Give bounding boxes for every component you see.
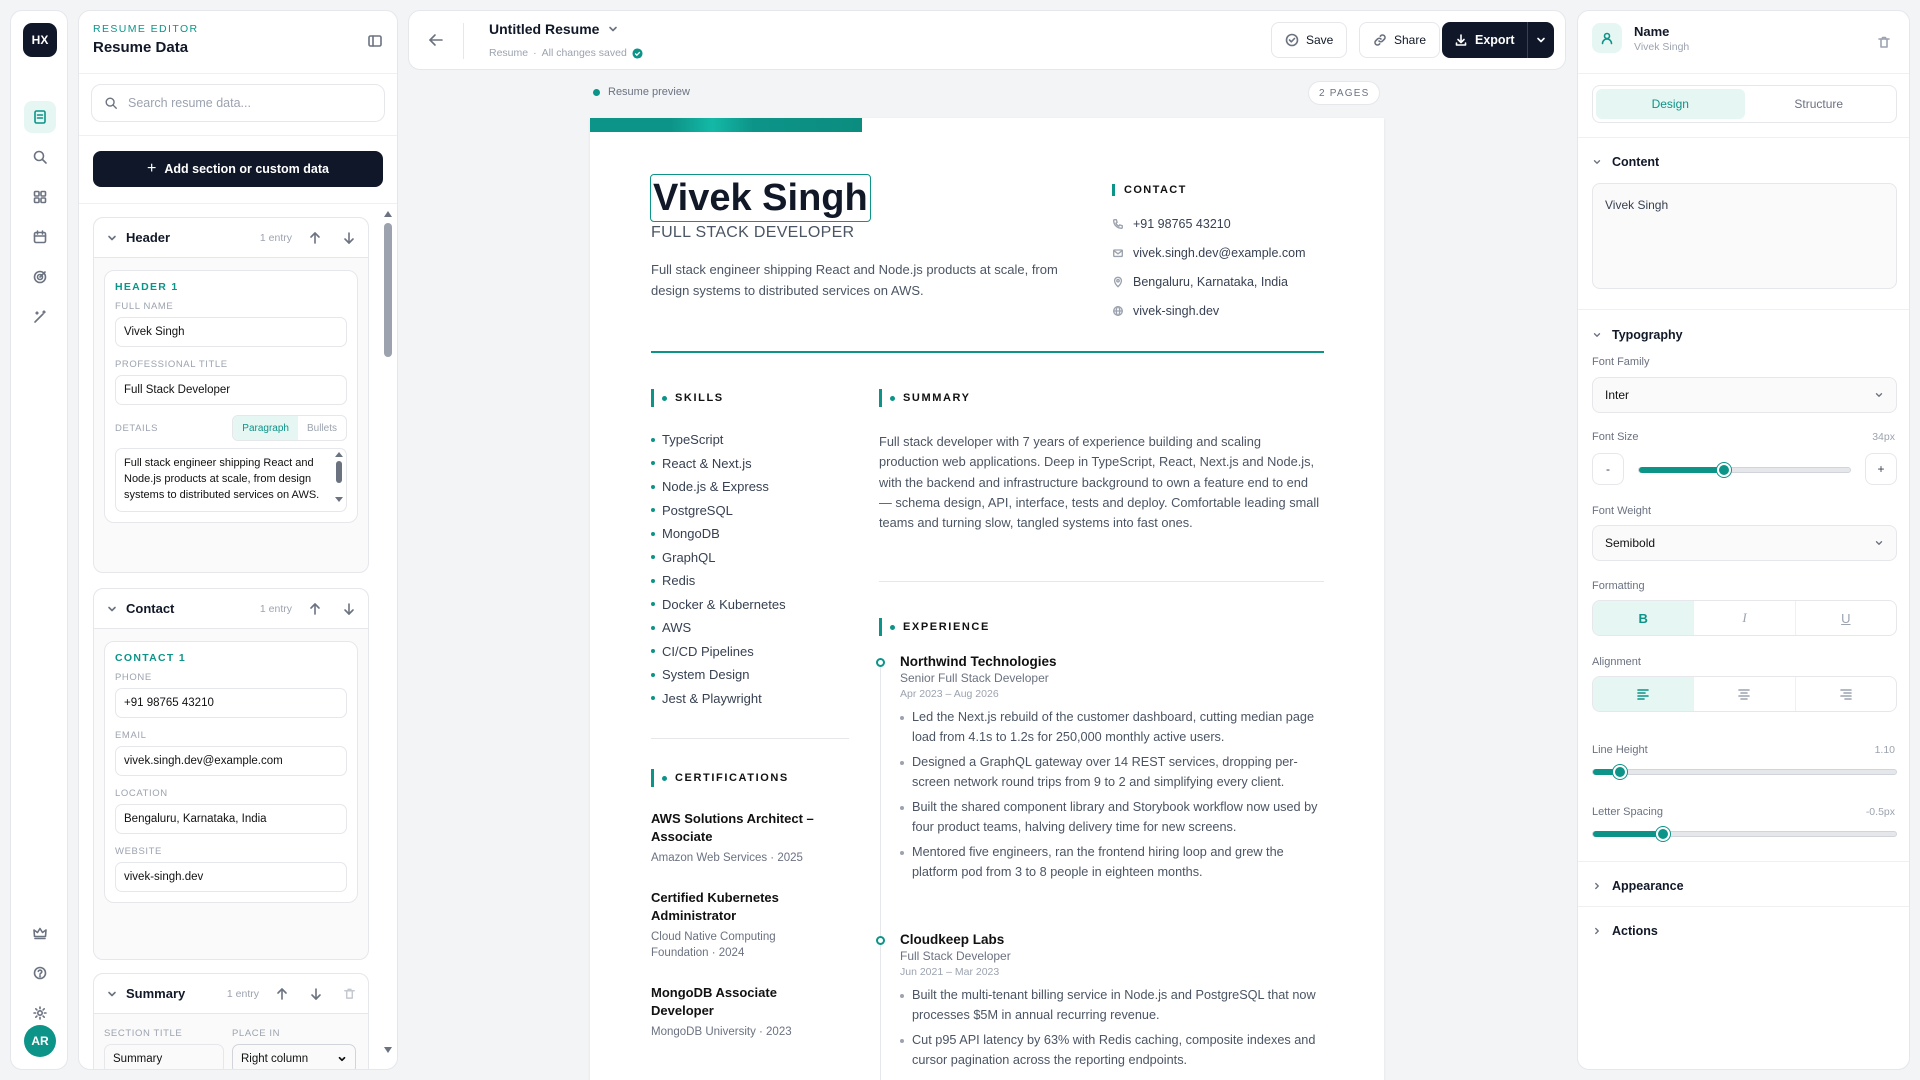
grid-icon (32, 189, 48, 205)
chevron-down-icon (607, 23, 619, 35)
line-height-value: 1.10 (1874, 744, 1895, 756)
actions-heading: Actions (1612, 924, 1658, 938)
search-icon (32, 149, 48, 165)
document-status: Resume · All changes saved (489, 47, 643, 59)
section-name: Header (126, 230, 171, 245)
contact-entry-card (104, 641, 358, 903)
section-title-field[interactable]: Summary (104, 1044, 224, 1070)
live-dot (593, 89, 600, 96)
summary-text[interactable]: Full stack developer with 7 years of experience building and scaling production web applications. Deep in TypeScript, React, Next.js and Node.js, with the backend and infrastructure background to own a feature end to end — schema design, API, interface, tests and deploy. Comfortable leading small teams and turning slow, tangled systems into fast ones. (879, 434, 1320, 531)
globe-icon (1112, 305, 1124, 317)
font-size-increase-button[interactable]: + (1865, 453, 1897, 485)
email-field[interactable]: vivek.singh.dev@example.com (115, 746, 347, 776)
font-size-slider[interactable] (1638, 467, 1851, 473)
resume-title[interactable]: FULL STACK DEVELOPER (651, 224, 855, 241)
header-section-toggle[interactable] (94, 218, 368, 258)
skill-item[interactable] (651, 550, 715, 565)
experience-heading-text: EXPERIENCE (903, 621, 990, 633)
bullet-dot (651, 485, 655, 489)
field-label: PROFESSIONAL TITLE (115, 359, 228, 370)
field-label: SECTION TITLE (104, 1028, 183, 1039)
field-label: EMAIL (115, 730, 147, 741)
bullet-dot (651, 555, 655, 559)
divider (1578, 137, 1909, 138)
element-value: Vivek Singh (1634, 40, 1690, 53)
field-label: WEBSITE (115, 846, 162, 857)
certification-item[interactable] (651, 810, 831, 866)
icon-rail (10, 10, 68, 1070)
italic-button[interactable]: I (1694, 601, 1795, 635)
alignment-group (1592, 676, 1897, 712)
help-icon (32, 965, 48, 981)
skill-text: Redis (662, 573, 696, 588)
divider (79, 73, 397, 74)
font-family-select[interactable] (1592, 377, 1897, 413)
bullet-dot (651, 602, 655, 606)
paragraph-mode-button[interactable]: Paragraph (233, 416, 298, 440)
bold-button[interactable]: B (1593, 601, 1694, 635)
save-button[interactable] (1271, 22, 1347, 58)
breadcrumb-resume: Resume (489, 47, 529, 59)
certification-item[interactable] (651, 984, 831, 1040)
search-input[interactable] (128, 96, 358, 110)
skill-item[interactable] (651, 691, 762, 706)
search-icon (104, 96, 118, 110)
job-bullet: Built the multi-tenant billing service in Node.js and PostgreSQL that now processes $5M in annual recurring revenue. (900, 986, 1330, 1025)
entry-title: CONTACT 1 (115, 652, 187, 664)
tab-structure[interactable]: Structure (1794, 97, 1844, 111)
bullet-dot (651, 461, 655, 465)
job-role: Full Stack Developer (900, 949, 1011, 963)
line-height-label: Line Height (1592, 744, 1648, 756)
document-title: Untitled Resume (489, 21, 600, 37)
align-right-icon (1839, 688, 1853, 700)
search-nav-button[interactable] (24, 141, 56, 173)
download-icon (1454, 33, 1468, 47)
templates-nav-button[interactable] (24, 181, 56, 213)
chevron-down-icon (1535, 34, 1547, 46)
divider (1578, 861, 1909, 862)
back-button[interactable] (427, 31, 445, 49)
place-in-value: Right column (241, 1053, 309, 1065)
divider (79, 135, 397, 136)
formatting-group (1592, 600, 1897, 636)
cert-issuer: Amazon Web Services · 2025 (651, 852, 803, 864)
skill-text: Docker & Kubernetes (662, 596, 786, 612)
header-section (93, 217, 369, 573)
bullet-dot (651, 673, 655, 677)
details-textarea[interactable] (115, 448, 347, 512)
export-button-group (1442, 22, 1554, 58)
font-size-value: 34px (1872, 431, 1895, 443)
contact-email-text: vivek.singh.dev@example.com (1133, 246, 1306, 260)
arrow-down-icon[interactable] (309, 987, 323, 1001)
divider (79, 203, 397, 204)
arrow-down-icon[interactable] (342, 602, 356, 616)
contact-heading: CONTACT (1112, 184, 1187, 196)
job-dates: Apr 2023 – Aug 2026 (900, 688, 999, 700)
add-section-button[interactable] (93, 151, 383, 187)
user-avatar[interactable]: AR (24, 1025, 56, 1057)
experience-item[interactable] (900, 654, 1330, 888)
crown-icon (32, 925, 48, 941)
divider (1578, 906, 1909, 907)
chevron-down-icon (106, 603, 118, 615)
arrow-down-icon[interactable] (342, 231, 356, 245)
field-label: PLACE IN (232, 1028, 281, 1039)
arrow-up-icon[interactable] (275, 987, 289, 1001)
resume-name[interactable]: Vivek Singh (650, 174, 871, 222)
location-field[interactable]: Bengaluru, Karnataka, India (115, 804, 347, 834)
skill-item[interactable] (651, 479, 769, 494)
content-section-toggle[interactable] (1592, 155, 1659, 169)
premium-nav-button[interactable] (24, 917, 56, 949)
timeline-node (876, 658, 885, 667)
cert-issuer: MongoDB University · 2023 (651, 1026, 792, 1038)
calendar-nav-button[interactable] (24, 221, 56, 253)
letter-spacing-value: -0.5px (1865, 806, 1895, 818)
experience-heading (879, 618, 990, 636)
add-section-label: Add section or custom data (164, 162, 329, 176)
skill-text: React & Next.js (662, 455, 752, 471)
bullet-dot (651, 508, 655, 512)
divider (879, 581, 1324, 582)
bullet-dot (651, 626, 655, 630)
skill-text: CI/CD Pipelines (662, 643, 754, 659)
skill-text: AWS (662, 620, 692, 635)
magic-wand-icon (32, 309, 48, 325)
divider (1578, 309, 1909, 310)
job-bullet: Led the Next.js rebuild of the customer dashboard, cutting median page load from 4.1s to 1.2s for 250,000 monthly active users. (900, 708, 1330, 747)
contact-section-toggle[interactable] (94, 589, 368, 629)
certifications-heading-text: CERTIFICATIONS (675, 772, 789, 784)
experience-item[interactable] (900, 932, 1330, 1076)
chevron-down-icon (337, 1054, 347, 1064)
full-name-field[interactable]: Vivek Singh (115, 317, 347, 347)
professional-title-field[interactable]: Full Stack Developer (115, 375, 347, 405)
contact-website-text: vivek-singh.dev (1133, 304, 1220, 318)
skill-text: TypeScript (662, 432, 724, 447)
export-options-button[interactable] (1528, 22, 1554, 58)
divider (1578, 73, 1909, 74)
font-size-label: Font Size (1592, 431, 1639, 443)
divider (463, 23, 464, 59)
job-role: Senior Full Stack Developer (900, 671, 1049, 685)
job-bullet: Designed a GraphQL gateway over 14 REST services, dropping per-screen network round trips from 9 to 2 and simplifying every client. (900, 753, 1330, 792)
bullet-dot (651, 532, 655, 536)
location-pin-icon (1112, 276, 1124, 288)
resume-data-panel (78, 10, 398, 1070)
panel-scrollbar[interactable] (383, 211, 393, 1070)
timeline-node (876, 936, 885, 945)
check-circle-icon (632, 48, 643, 59)
save-label: Save (1306, 33, 1334, 47)
properties-panel (1577, 10, 1910, 1070)
font-weight-label: Font Weight (1592, 505, 1652, 517)
document-title-dropdown[interactable] (489, 21, 619, 37)
chevron-down-icon (106, 232, 118, 244)
resume-page (590, 118, 1384, 1080)
chevron-right-icon (1592, 926, 1602, 936)
sidebar-toggle-icon (367, 33, 383, 49)
divider (651, 738, 849, 739)
details-text: Full stack engineer shipping React and Node.js products at scale, from design systems to distributed services on AWS. (124, 457, 320, 501)
certifications-heading (651, 769, 789, 787)
typography-section-toggle[interactable] (1592, 328, 1683, 342)
skills-heading (651, 389, 724, 407)
editor-toolbar (408, 10, 1566, 70)
bullet-dot (651, 579, 655, 583)
skill-item[interactable] (651, 667, 749, 682)
skills-heading-text: SKILLS (675, 392, 724, 404)
chevron-down-icon (106, 988, 118, 1000)
save-status: All changes saved (541, 47, 627, 59)
skill-item[interactable] (651, 644, 754, 659)
website-field[interactable]: vivek-singh.dev (115, 862, 347, 892)
page-count-badge: 2 PAGES (1308, 81, 1380, 105)
font-family-label: Font Family (1592, 356, 1650, 368)
delete-element-button[interactable] (1877, 35, 1891, 49)
appearance-section-toggle[interactable] (1592, 879, 1684, 893)
summary-section-toggle[interactable] (94, 974, 368, 1014)
field-label: PHONE (115, 672, 152, 683)
document-icon (32, 109, 48, 125)
check-circle-icon (1285, 33, 1299, 47)
preview-label-text: Resume preview (608, 86, 690, 98)
mail-icon (1112, 247, 1124, 259)
align-left-button[interactable] (1593, 677, 1694, 711)
underline-button[interactable]: U (1841, 610, 1851, 626)
align-center-icon (1737, 688, 1751, 700)
entry-title: HEADER 1 (115, 281, 179, 293)
phone-icon (1112, 218, 1124, 230)
accent-bar (590, 118, 862, 132)
ai-tools-nav-button[interactable] (24, 301, 56, 333)
contact-section (93, 588, 369, 960)
arrow-up-icon[interactable] (308, 231, 322, 245)
arrow-up-icon[interactable] (308, 602, 322, 616)
bullets-mode-button[interactable]: Bullets (306, 422, 337, 434)
skill-item[interactable] (651, 597, 786, 612)
link-icon (1373, 33, 1387, 47)
chevron-right-icon (1592, 881, 1602, 891)
font-size-decrease-button[interactable]: - (1592, 453, 1624, 485)
cert-name: Certified Kubernetes Administrator (651, 890, 779, 923)
collapse-panel-button[interactable] (367, 33, 383, 49)
details-mode-toggle (232, 415, 347, 441)
export-label: Export (1475, 33, 1515, 47)
certification-item[interactable] (651, 889, 831, 961)
skill-text: System Design (662, 667, 750, 682)
element-type-badge (1592, 23, 1622, 53)
contact-email[interactable] (1112, 246, 1306, 260)
search-box[interactable] (91, 84, 385, 122)
skill-item[interactable] (651, 432, 723, 447)
entry-count: 1 entry (259, 231, 292, 244)
content-textarea[interactable]: Vivek Singh (1592, 183, 1897, 289)
job-bullet: Cut p95 API latency by 63% with Redis caching, composite indexes and cursor pagination across the reporting endpoints. (900, 1031, 1330, 1070)
share-label: Share (1394, 33, 1427, 47)
gear-icon (32, 1005, 48, 1021)
letter-spacing-slider[interactable] (1592, 831, 1897, 837)
preview-label (593, 86, 690, 98)
field-label: LOCATION (115, 788, 168, 799)
skill-item[interactable] (651, 456, 752, 471)
letter-spacing-label: Letter Spacing (1592, 806, 1663, 818)
section-name: Summary (126, 986, 186, 1001)
contact-location-text: Bengaluru, Karnataka, India (1133, 275, 1288, 289)
chevron-down-icon (1874, 390, 1884, 400)
target-nav-button[interactable] (24, 261, 56, 293)
font-weight-value: Semibold (1605, 536, 1656, 550)
cert-issuer: Cloud Native Computing Foundation · 2024 (651, 931, 776, 959)
skill-item[interactable] (651, 526, 720, 541)
target-icon (32, 269, 48, 285)
skill-text: MongoDB (662, 526, 720, 541)
chevron-down-icon (1592, 157, 1602, 167)
trash-icon[interactable] (343, 987, 356, 1000)
element-name: Name (1634, 23, 1670, 39)
place-in-select[interactable] (232, 1044, 356, 1070)
textarea-scrollbar[interactable] (335, 452, 343, 508)
align-left-icon (1636, 688, 1650, 700)
skill-text: GraphQL (662, 549, 716, 565)
company-name: Cloudkeep Labs (900, 932, 1005, 947)
trash-icon (1877, 35, 1891, 49)
share-button[interactable] (1359, 22, 1440, 58)
panel-eyebrow: RESUME EDITOR (93, 23, 199, 35)
phone-field[interactable]: +91 98765 43210 (115, 688, 347, 718)
skill-text: Jest & Playwright (662, 690, 762, 706)
header-divider (651, 351, 1324, 353)
export-button[interactable] (1442, 22, 1528, 58)
content-heading: Content (1612, 155, 1660, 169)
contact-phone-text: +91 98765 43210 (1133, 217, 1231, 231)
skill-text: PostgreSQL (662, 502, 733, 518)
section-name: Contact (126, 601, 175, 616)
panel-title: Resume Data (93, 39, 189, 56)
resume-intro[interactable]: Full stack engineer shipping React and Node.js products at scale, from design systems to distributed services on AWS. (651, 262, 1058, 298)
resume-data-nav-button[interactable] (24, 101, 56, 133)
summary-heading (879, 389, 971, 407)
calendar-icon (32, 229, 48, 245)
cert-name: AWS Solutions Architect – Associate (651, 811, 814, 844)
font-family-value: Inter (1605, 388, 1630, 402)
appearance-heading: Appearance (1612, 879, 1684, 893)
plus-icon: + (147, 160, 157, 177)
panel-tabs (1592, 85, 1897, 123)
typography-heading: Typography (1612, 328, 1683, 342)
app-logo[interactable]: HX (23, 23, 57, 57)
bullet-dot (651, 438, 655, 442)
chevron-down-icon (1874, 538, 1884, 548)
field-label: DETAILS (115, 422, 159, 434)
align-right-button[interactable] (1796, 677, 1896, 711)
skill-item[interactable] (651, 503, 733, 518)
alignment-label: Alignment (1592, 656, 1641, 668)
skill-item[interactable] (651, 620, 691, 635)
entry-count: 1 entry (226, 987, 259, 1000)
job-bullet: Mentored five engineers, ran the frontend hiring loop and grew the platform pod from 3 to 8 people in eighteen months. (900, 843, 1330, 882)
contact-website[interactable] (1112, 304, 1219, 318)
header-entry-card (104, 270, 358, 523)
formatting-label: Formatting (1592, 580, 1645, 592)
tab-design[interactable]: Design (1596, 89, 1745, 119)
job-bullets (900, 986, 1330, 1070)
bullet-dot (651, 696, 655, 700)
company-name: Northwind Technologies (900, 654, 1057, 669)
contact-phone[interactable] (1112, 217, 1231, 231)
contact-location[interactable] (1112, 275, 1288, 289)
cert-name: MongoDB Associate Developer (651, 985, 777, 1018)
job-dates: Jun 2021 – Mar 2023 (900, 966, 1000, 978)
job-bullets (900, 708, 1330, 882)
actions-section-toggle[interactable] (1592, 924, 1658, 938)
selected-element-header (1592, 23, 1689, 53)
timeline-line (880, 664, 881, 1080)
font-weight-select[interactable] (1592, 525, 1897, 561)
summary-section (93, 973, 369, 1070)
arrow-left-icon (427, 31, 445, 49)
job-bullet: Built the shared component library and Storybook workflow now used by four product teams, halving delivery time for new screens. (900, 798, 1330, 837)
help-nav-button[interactable] (24, 957, 56, 989)
panel-header (93, 23, 199, 56)
skill-item[interactable] (651, 573, 695, 588)
bullet-dot (651, 649, 655, 653)
chevron-down-icon (1592, 330, 1602, 340)
skill-text: Node.js & Express (662, 479, 769, 494)
entry-count: 1 entry (259, 602, 292, 615)
user-icon (1600, 31, 1614, 45)
summary-heading-text: SUMMARY (903, 392, 971, 404)
align-center-button[interactable] (1694, 677, 1795, 711)
field-label: FULL NAME (115, 301, 174, 312)
line-height-slider[interactable] (1592, 769, 1897, 775)
